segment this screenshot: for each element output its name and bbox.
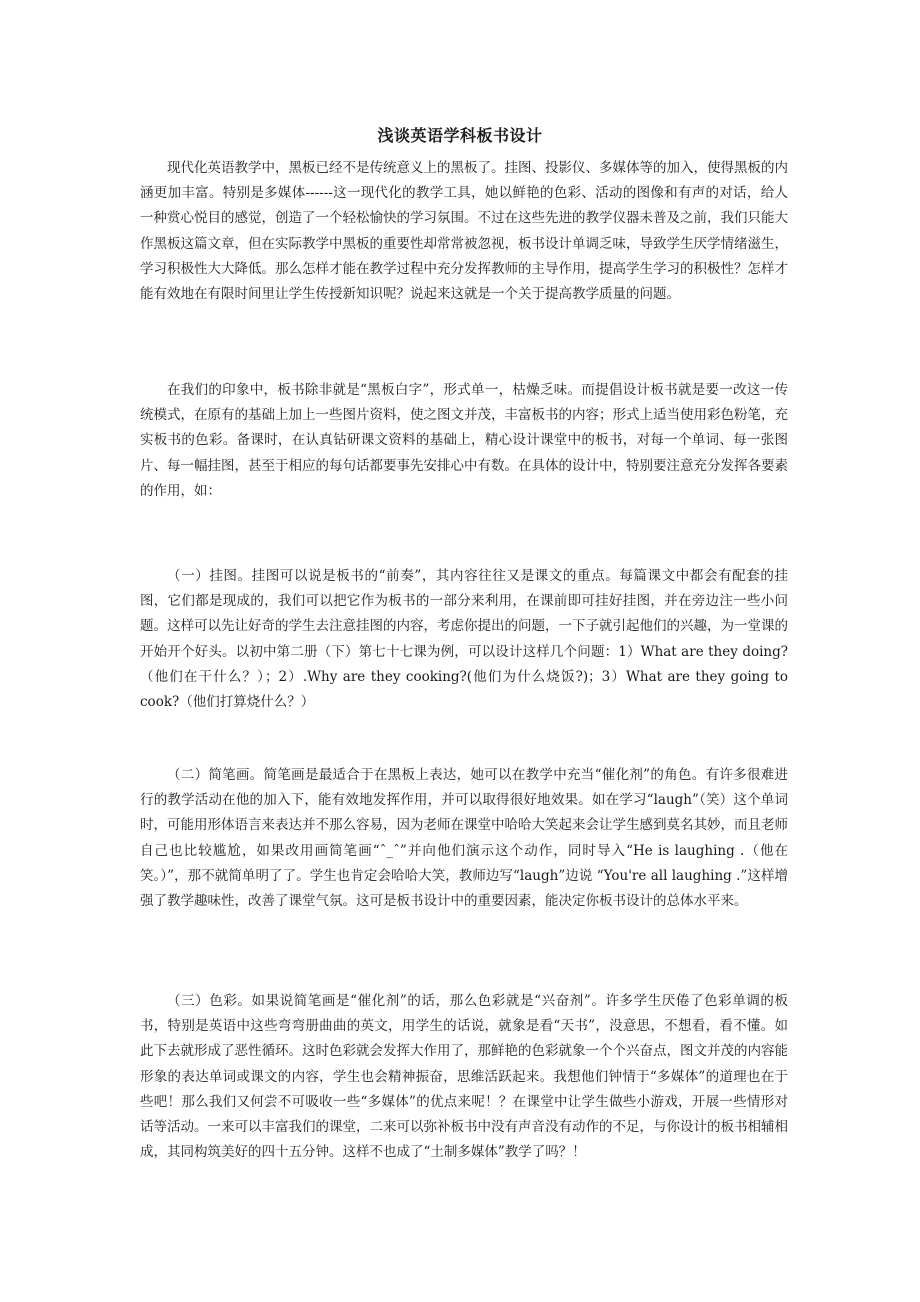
paragraph-wall-charts: （一）挂图。挂图可以说是板书的“前奏”，其内容往往又是课文的重点。每篇课文中都会有配套的挂图，它们都是现成的，我们可以把它作为板书的一部分来利用，在课前即可挂好挂图，并在旁边注一些小问题。这样可以先让好奇的学生去注意挂图的内容，考虑你提出的问题，一下子就引起他们的兴趣，为一堂课的开始开个好头。以初中第二册（下）第七十七课为例，可以设计这样几个问题：1）What are they doing?（他们在干什么？）；2）.Why are they cooking?(他们为什么烧饭?)；3）What are they going to cook?（他们打算烧什么？）: [140, 568, 788, 711]
paragraph-intro: 现代化英语教学中，黑板已经不是传统意义上的黑板了。挂图、投影仪、多媒体等的加入，使得黑板的内涵更加丰富。特别是多媒体------这一现代化的教学工具，她以鲜艳的色彩、活动的图像和有声的对话，给人一种赏心悦目的感觉，创造了一个轻松愉快的学习氛围。不过在这些先进的教学仪器未普及之前，我们只能大作黑板这篇文章，但在实际教学中黑板的重要性却常常被忽视，板书设计单调乏味，导致学生厌学情绪滋生，学习积极性大大降低。那么怎样才能在教学过程中充分发挥教师的主导作用，提高学生学习的积极性？怎样才能有效地在有限时间里让学生传授新知识呢？说起来这就是一个关于提高教学质量的问题。: [140, 160, 788, 303]
paragraph-stick-drawings: （二）简笔画。简笔画是最适合于在黑板上表达，她可以在教学中充当“催化剂”的角色。有许多很难进行的教学活动在他的加入下，能有效地发挥作用，并可以取得很好地效果。如在学习“laugh”（笑）这个单词时，可能用形体语言来表达并不那么容易，因为老师在课堂中哈哈大笑起来会让学生感到莫名其妙，而且老师自己也比较尴尬，如果改用画简笔画“ˆ_ˆ”并向他们演示这个动作，同时导入“He is laughing .（他在笑。）”，那不就简单明了了。学生也肯定会哈哈大笑，教师边写“laugh”边说 “You're all laughing .”这样增强了教学趣味性，改善了课堂气氛。这可是板书设计中的重要因素，能决定你板书设计的总体水平来。: [140, 767, 788, 910]
paragraph-colors: （三）色彩。如果说简笔画是“催化剂”的话，那么色彩就是“兴奋剂”。许多学生厌倦了色彩单调的板书，特别是英语中这些弯弯册曲曲的英文，用学生的话说，就象是看“天书”，没意思，不想看，看不懂。如此下去就形成了恶性循环。这时色彩就会发挥大作用了，那鲜艳的色彩就象一个个兴奋点，图文并茂的内容能形象的表达单词或课文的内容，学生也会精神振奋，思维活跃起来。我想他们钟情于“多媒体”的道理也在于些吧！那么我们又何尝不可吸收一些“多媒体”的优点来呢！？在课堂中让学生做些小游戏，开展一些情形对话等活动。一来可以丰富我们的课堂，二来可以弥补板书中没有声音没有动作的不足，与你设计的板书相辅相成，其同构筑美好的四十五分钟。这样不也成了“土制多媒体”教学了吗？！: [140, 993, 788, 1161]
paragraph-impression: 在我们的印象中，板书除非就是“黑板白字”，形式单一，枯燥乏味。而提倡设计板书就是要一改这一传统模式，在原有的基础上加上一些图片资料，使之图文并茂，丰富板书的内容；形式上适当使用彩色粉笔，充实板书的色彩。备课时，在认真钻研课文资料的基础上，精心设计课堂中的板书，对每一个单词、每一张图片、每一幅挂图，甚至于相应的每句话都要事先安排心中有数。在具体的设计中，特别要注意充分发挥各要素的作用，如：: [140, 382, 788, 499]
document-title: 浅谈英语学科板书设计: [377, 125, 543, 145]
